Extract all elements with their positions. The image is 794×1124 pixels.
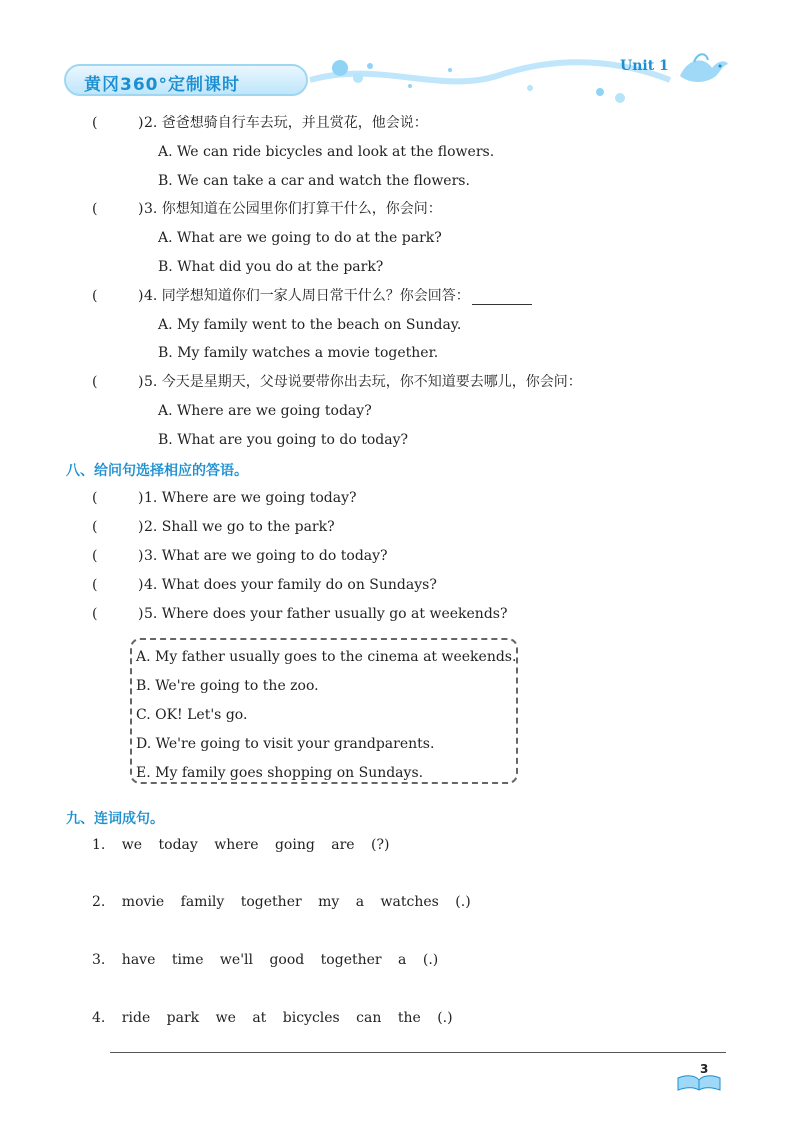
option-a[interactable]: A. What are we going to do at the park? xyxy=(158,230,442,246)
question-text xyxy=(144,287,532,305)
word-order-item: 3. have time we'll good together a (.) xyxy=(92,952,439,968)
option-b[interactable]: B. We can take a car and watch the flowers. xyxy=(158,173,470,189)
question-text: 3. What are we going to do today? xyxy=(144,548,388,564)
option-a[interactable]: A. My family went to the beach on Sunday. xyxy=(158,317,462,333)
answer-option-b: B. We're going to the zoo. xyxy=(136,678,319,694)
answer-paren-close: ) xyxy=(138,288,144,304)
answer-paren-open[interactable]: ( xyxy=(92,548,98,564)
option-b[interactable]: B. What are you going to do today? xyxy=(158,432,409,448)
bird-icon xyxy=(676,50,730,90)
section-heading-9: 九、连词成句。 xyxy=(66,811,164,827)
answer-option-a: A. My father usually goes to the cinema at weekends. xyxy=(136,649,517,665)
option-a[interactable]: A. Where are we going today? xyxy=(158,403,372,419)
page-header-title: 黄冈360°定制课时 xyxy=(84,75,240,95)
answer-paren-close: ) xyxy=(138,490,144,506)
word-order-item: 2. movie family together my a watches (.) xyxy=(92,894,471,910)
bubble-decoration-icon xyxy=(300,40,680,110)
answer-paren-close: ) xyxy=(138,548,144,564)
answer-paren-close: ) xyxy=(138,201,144,217)
option-a[interactable]: A. We can ride bicycles and look at the flowers. xyxy=(158,144,495,160)
answer-paren-open[interactable]: ( xyxy=(92,374,98,390)
word-order-item: 1. we today where going are (?) xyxy=(92,837,390,853)
answer-paren-open[interactable]: ( xyxy=(92,519,98,535)
question-text: 3. 你想知道在公园里你们打算干什么，你会问： xyxy=(144,201,442,217)
answer-paren-open[interactable]: ( xyxy=(92,115,98,131)
section-heading-8: 八、给问句选择相应的答语。 xyxy=(66,463,248,479)
option-b[interactable]: B. What did you do at the park? xyxy=(158,259,384,275)
question-text-content: 4. 同学想知道你们一家人周日常干什么？你会回答： xyxy=(144,288,470,304)
answer-option-d: D. We're going to visit your grandparents. xyxy=(136,736,435,752)
answer-paren-open[interactable]: ( xyxy=(92,490,98,506)
book-icon xyxy=(676,1070,722,1092)
answer-paren-open[interactable]: ( xyxy=(92,288,98,304)
answer-paren-close: ) xyxy=(138,374,144,390)
question-text: 5. 今天是星期天，父母说要带你出去玩，你不知道要去哪儿，你会问： xyxy=(144,374,582,390)
answer-paren-open[interactable]: ( xyxy=(92,577,98,593)
answer-option-c: C. OK! Let's go. xyxy=(136,707,248,723)
question-text: 5. Where does your father usually go at weekends? xyxy=(144,606,508,622)
page-number: 3 xyxy=(700,1062,709,1076)
option-b[interactable]: B. My family watches a movie together. xyxy=(158,345,439,361)
answer-paren-close: ) xyxy=(138,577,144,593)
answer-paren-close: ) xyxy=(138,115,144,131)
answer-paren-close: ) xyxy=(138,519,144,535)
unit-label: Unit 1 xyxy=(620,58,669,74)
question-text: 4. What does your family do on Sundays? xyxy=(144,577,437,593)
answer-paren-close: ) xyxy=(138,606,144,622)
footer-divider xyxy=(110,1052,726,1053)
answer-paren-open[interactable]: ( xyxy=(92,201,98,217)
question-text: 1. Where are we going today? xyxy=(144,490,357,506)
question-text: 2. 爸爸想骑自行车去玩，并且赏花，他会说： xyxy=(144,115,428,131)
answer-option-e: E. My family goes shopping on Sundays. xyxy=(136,765,424,781)
answer-blank[interactable] xyxy=(472,290,532,305)
question-text: 2. Shall we go to the park? xyxy=(144,519,335,535)
word-order-item: 4. ride park we at bicycles can the (.) xyxy=(92,1010,453,1026)
answer-paren-open[interactable]: ( xyxy=(92,606,98,622)
